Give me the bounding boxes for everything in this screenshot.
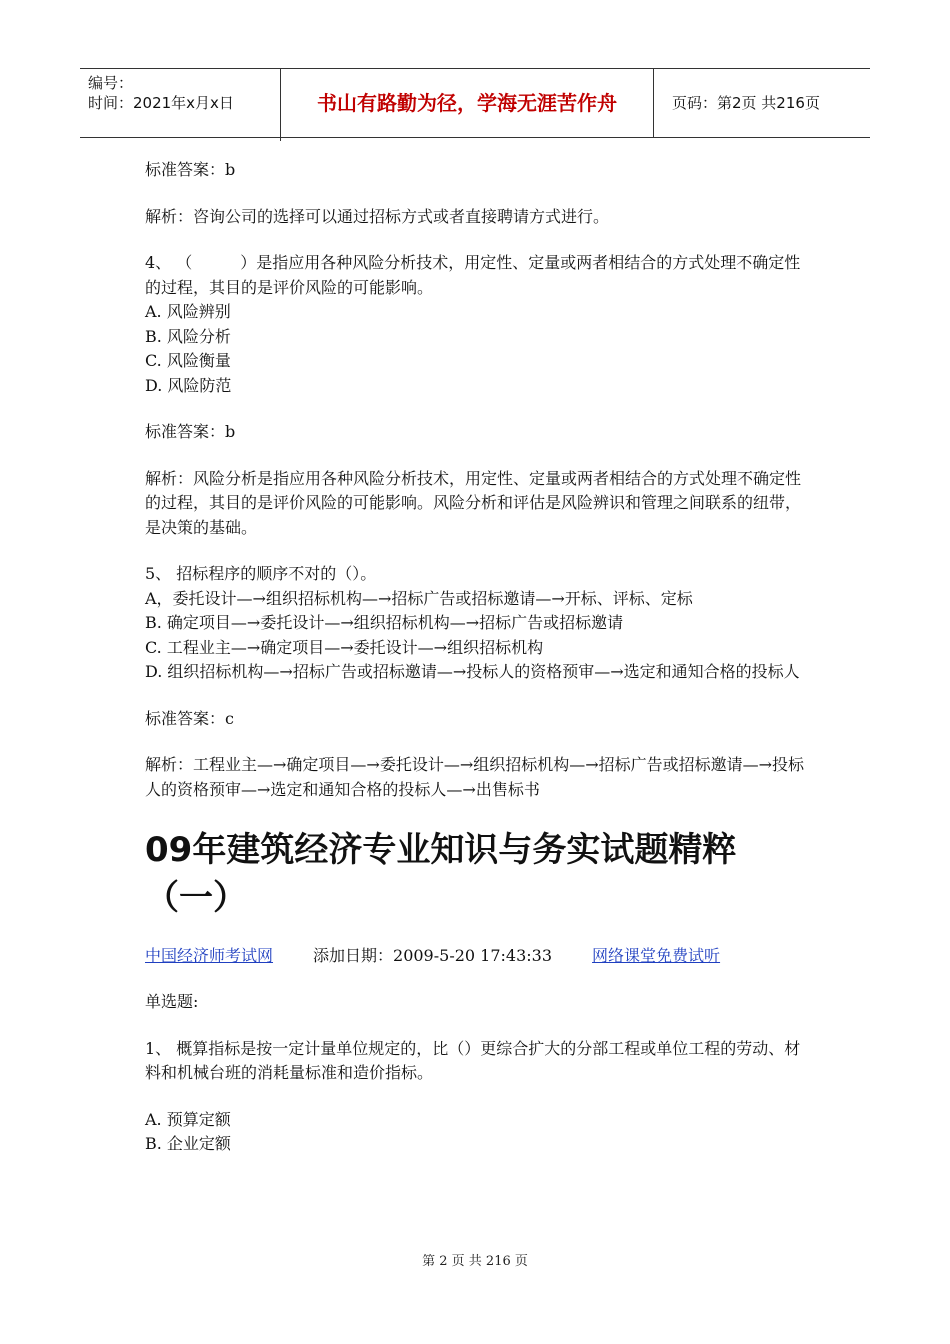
paragraph: D. 风险防范	[145, 375, 232, 395]
paragraph-gap	[145, 540, 815, 562]
paragraph: 解析：咨询公司的选择可以通过招标方式或者直接聘请方式进行。	[145, 206, 610, 226]
paragraph-gap	[145, 685, 815, 707]
paragraph: 解析：风险分析是指应用各种风险分析技术，用定性、定量或两者相结合的方式处理不确定性的过程，其目的是评价风险的可能影响。风险分析和评估是风险辨识和管理之间联系的纽带，是决策的基础。	[145, 468, 802, 537]
paragraph-gap	[145, 229, 815, 251]
paragraph-gap	[145, 398, 815, 420]
paragraph: C. 工程业主—→确定项目—→委托设计—→组织招标机构	[145, 637, 544, 657]
free-trial-link[interactable]: 网络课堂免费试听	[592, 946, 721, 965]
paragraph: C. 风险衡量	[145, 351, 231, 370]
number-label: 编号：	[88, 74, 134, 92]
paragraph: 解析：工程业主—→确定项目—→委托设计—→组织招标机构—→招标广告或招标邀请—→投标人的资格预审—→选定和通知合格的投标人—→出售标书	[145, 755, 805, 799]
date-added: 添加日期：2009-5-20 17:43:33	[313, 946, 553, 965]
source-link[interactable]: 中国经济师考试网	[145, 946, 274, 965]
paragraph: B. 风险分析	[145, 326, 231, 346]
paragraph-gap	[145, 802, 815, 826]
paragraph: A. 风险辨别	[145, 302, 231, 321]
paragraph-gap	[145, 968, 815, 990]
header-motto: 书山有路勤为径，学海无涯苦作舟	[281, 69, 654, 137]
paragraph-gap	[145, 445, 815, 467]
paragraph: 单选题:	[145, 992, 199, 1011]
paragraph: A，委托设计—→组织招标机构—→招标广告或招标邀请—→开标、评标、定标	[145, 588, 693, 608]
paragraph-gap	[145, 731, 815, 753]
paragraph: B. 企业定额	[145, 1134, 231, 1153]
paragraph: 4、 （ ）是指应用各种风险分析技术，用定性、定量或两者相结合的方式处理不确定性的过程，其目的是评价风险的可能影响。	[145, 253, 801, 297]
time-label: 时间：2021年x月x日	[88, 94, 234, 112]
header-info	[80, 69, 281, 141]
paragraph-gap	[145, 922, 815, 944]
paragraph-gap	[145, 1086, 815, 1108]
document-body	[145, 158, 815, 1157]
paragraph: 5、 招标程序的顺序不对的（）。	[145, 564, 377, 583]
paragraph: B. 确定项目—→委托设计—→组织招标机构—→招标广告或招标邀请	[145, 613, 624, 632]
paragraph-gap	[145, 1015, 815, 1037]
paragraph-gap	[145, 183, 815, 205]
page-footer: 第 2 页 共 216 页	[422, 1254, 528, 1269]
paragraph: D. 组织招标机构—→招标广告或招标邀请—→投标人的资格预审—→选定和通知合格的投标人	[145, 662, 800, 681]
paragraph: 标准答案：b	[145, 422, 236, 441]
article-meta	[145, 944, 815, 968]
article-title: 09年建筑经济专业知识与务实试题精粹（一）	[145, 830, 737, 918]
paragraph: 标准答案：b	[145, 160, 236, 179]
paragraph: A. 预算定额	[145, 1109, 231, 1129]
paragraph: 标准答案：c	[145, 708, 234, 728]
paragraph: 1、 概算指标是按一定计量单位规定的，比（）更综合扩大的分部工程或单位工程的劳动、材料和机械台班的消耗量标准和造价指标。	[145, 1038, 801, 1082]
page-header	[80, 68, 870, 138]
header-page-label: 页码：第2页 共216页	[672, 94, 820, 112]
